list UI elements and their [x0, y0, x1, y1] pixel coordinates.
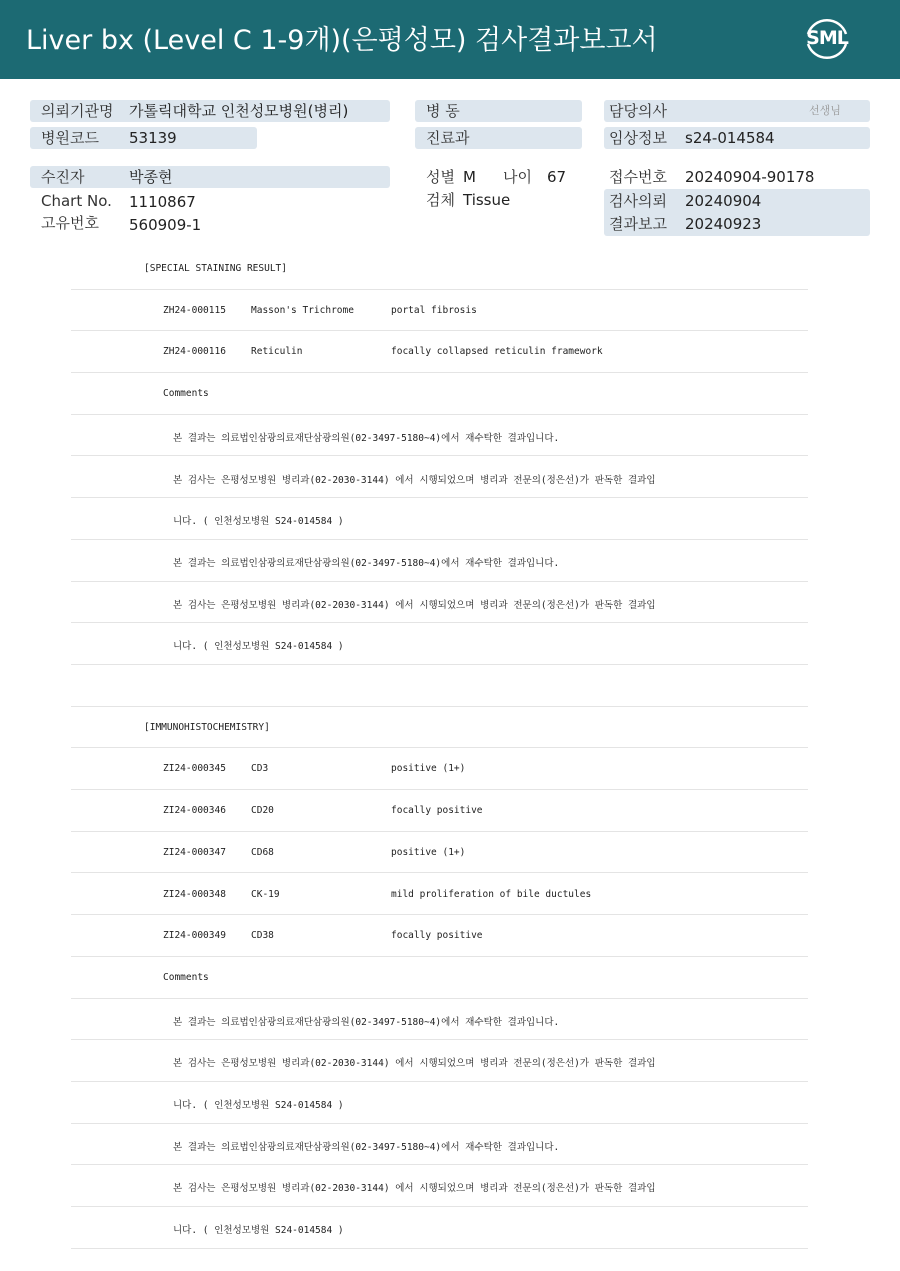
report-row — [0, 1040, 900, 1082]
row-divider — [71, 1248, 808, 1249]
result-test: CD38 — [251, 930, 274, 942]
result-test: Reticulin — [251, 346, 303, 358]
logo-text: SML — [806, 27, 848, 49]
report-row — [0, 290, 900, 332]
comment-line: 니다. ( 인천성모병원 S24-014584 ) — [173, 641, 344, 653]
comment-line: 니다. ( 인천성모병원 S24-014584 ) — [173, 1100, 344, 1111]
report-row — [0, 1124, 900, 1166]
comment-line: 본 검사는 은평성모병원 병리과(02-2030-3144) 에서 시행되었으며 병리과 전문의(정은선)가 판독한 결과입 — [173, 599, 656, 611]
specimen-value: Tissue — [463, 191, 511, 209]
report-row — [0, 707, 900, 749]
dept-label: 진료과 — [426, 129, 470, 147]
result-code: ZI24-000349 — [163, 930, 226, 942]
result-code: ZH24-000115 — [163, 304, 226, 316]
hospital-code-label: 병원코드 — [41, 129, 99, 147]
report-row — [0, 623, 900, 665]
report-row — [0, 331, 900, 373]
report-title: Liver bx (Level C 1-9개)(은평성모) 검사결과보고서 — [26, 25, 658, 56]
section-title: [IMMUNOHISTOCHEMISTRY] — [144, 721, 270, 733]
institution-label: 의뢰기관명 — [41, 102, 114, 120]
result-code: ZI24-000347 — [163, 846, 226, 858]
comment-line: 본 결과는 의료법인삼광의료재단삼광의원(02-3497-5180~4)에서 재수탁한 결과입니다. — [173, 432, 560, 444]
doctor-label: 담당의사 — [609, 102, 667, 120]
report-header — [0, 0, 900, 79]
report-row — [0, 957, 900, 999]
report-row — [0, 1082, 900, 1124]
report-row — [0, 415, 900, 457]
patient-value: 박종현 — [129, 168, 173, 186]
result-value: mild proliferation of bile ductules — [391, 888, 592, 900]
age-label: 나이 — [503, 168, 532, 186]
report-value: 20240923 — [685, 215, 762, 233]
result-value: focally positive — [391, 930, 483, 942]
doctor-suffix: 선생님 — [809, 104, 841, 117]
report-row — [0, 1207, 900, 1249]
unique-id-label: 고유번호 — [41, 214, 99, 232]
comment-line: 본 검사는 은평성모병원 병리과(02-2030-3144) 에서 시행되었으며 병리과 전문의(정은선)가 판독한 결과입 — [173, 1058, 656, 1070]
clinical-label: 임상정보 — [609, 129, 667, 147]
report-row — [0, 1165, 900, 1207]
result-code: ZI24-000346 — [163, 805, 226, 817]
report-row — [0, 874, 900, 916]
chart-no-value: 1110867 — [129, 193, 196, 211]
result-test: Masson's Trichrome — [251, 304, 354, 316]
result-value: focally positive — [391, 805, 483, 817]
report-row — [0, 915, 900, 957]
specimen-label: 검체 — [426, 191, 455, 209]
report-row — [0, 540, 900, 582]
report-row — [0, 832, 900, 874]
report-row — [0, 373, 900, 415]
report-row — [0, 748, 900, 790]
report-row — [0, 790, 900, 832]
hospital-code-value: 53139 — [129, 129, 177, 147]
result-value: focally collapsed reticulin framework — [391, 346, 603, 358]
unique-id-value: 560909-1 — [129, 216, 202, 234]
ward-label: 병 동 — [426, 102, 460, 120]
comments-heading: Comments — [163, 971, 209, 983]
comment-line: 니다. ( 인천성모병원 S24-014584 ) — [173, 1225, 344, 1237]
request-label: 검사의뢰 — [609, 192, 667, 210]
result-value: positive (1+) — [391, 763, 466, 775]
comment-line: 니다. ( 인천성모병원 S24-014584 ) — [173, 516, 344, 528]
receipt-label: 접수번호 — [609, 168, 667, 186]
sml-logo — [800, 12, 854, 66]
age-value: 67 — [547, 168, 567, 186]
report-row — [0, 665, 900, 707]
report-label: 결과보고 — [609, 215, 667, 233]
report-row — [0, 999, 900, 1041]
result-value: positive (1+) — [391, 846, 466, 858]
sex-value: M — [463, 168, 476, 186]
result-code: ZH24-000116 — [163, 346, 226, 358]
report-row — [0, 457, 900, 499]
clinical-value: s24-014584 — [685, 129, 775, 147]
result-test: CK-19 — [251, 888, 280, 900]
report-row — [0, 498, 900, 540]
report-row — [0, 582, 900, 624]
result-test: CD20 — [251, 805, 274, 817]
comment-line: 본 결과는 의료법인삼광의료재단삼광의원(02-3497-5180~4)에서 재수탁한 결과입니다. — [173, 557, 560, 569]
result-test: CD68 — [251, 846, 274, 858]
receipt-value: 20240904-90178 — [685, 168, 815, 186]
sex-label: 성별 — [426, 168, 455, 186]
chart-no-label: Chart No. — [41, 192, 112, 210]
comment-line: 본 검사는 은평성모병원 병리과(02-2030-3144) 에서 시행되었으며 병리과 전문의(정은선)가 판독한 결과입 — [173, 1183, 656, 1195]
request-value: 20240904 — [685, 192, 762, 210]
comment-line: 본 결과는 의료법인삼광의료재단삼광의원(02-3497-5180~4)에서 재수탁한 결과입니다. — [173, 1141, 560, 1153]
institution-value: 가톨릭대학교 인천성모병원(병리) — [129, 102, 349, 120]
comment-line: 본 결과는 의료법인삼광의료재단삼광의원(02-3497-5180~4)에서 재수탁한 결과입니다. — [173, 1016, 560, 1028]
report-row — [0, 248, 900, 290]
result-value: portal fibrosis — [391, 304, 477, 316]
section-title: [SPECIAL STAINING RESULT] — [144, 263, 287, 274]
result-test: CD3 — [251, 763, 269, 775]
patient-label: 수진자 — [41, 168, 85, 186]
result-code: ZI24-000348 — [163, 888, 226, 900]
comments-heading: Comments — [163, 388, 209, 400]
result-code: ZI24-000345 — [163, 763, 226, 775]
comment-line: 본 검사는 은평성모병원 병리과(02-2030-3144) 에서 시행되었으며 병리과 전문의(정은선)가 판독한 결과입 — [173, 474, 656, 486]
